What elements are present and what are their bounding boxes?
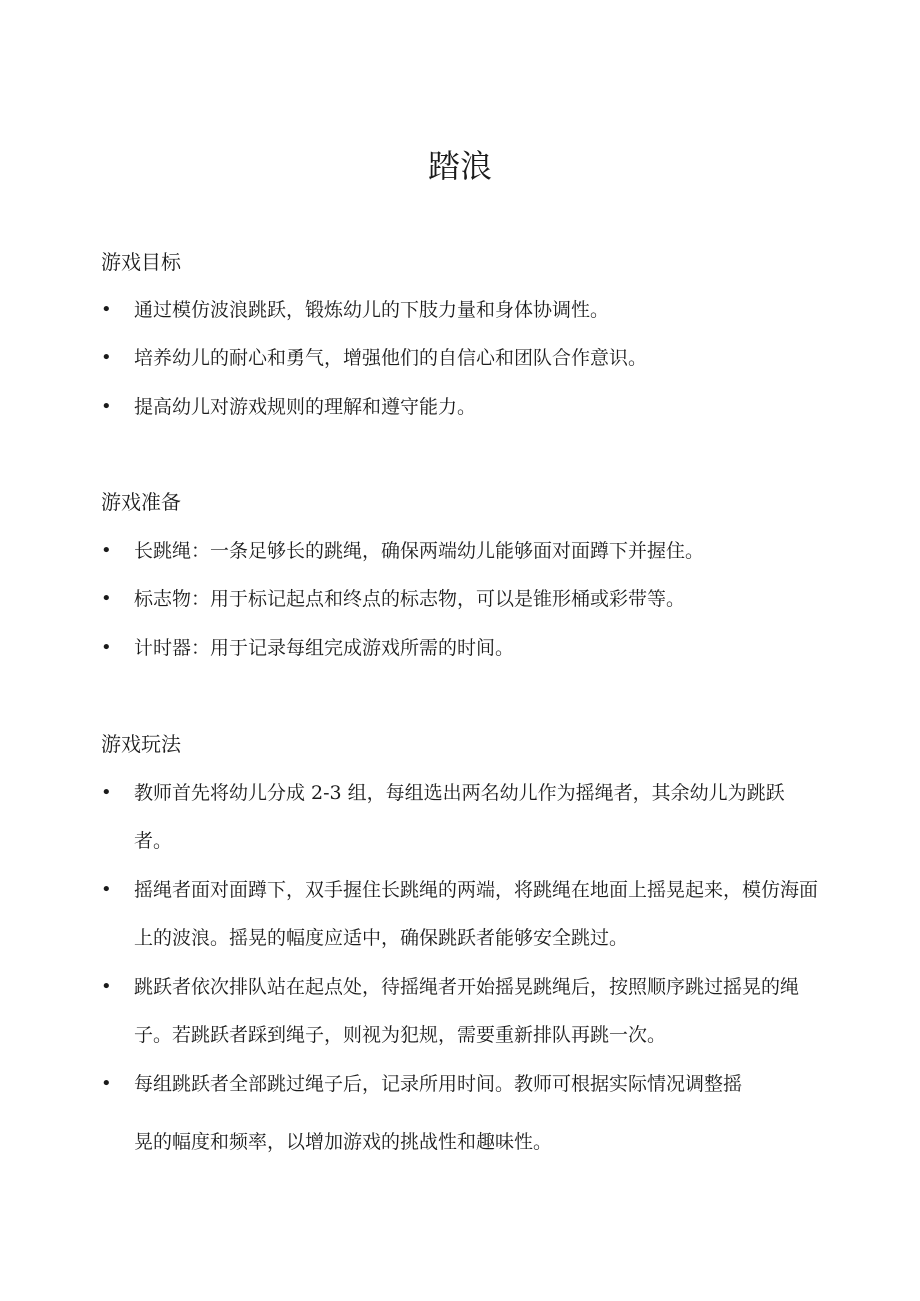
list-item-text: 长跳绳：一条足够长的跳绳，确保两端幼儿能够面对面蹲下并握住。 [134, 540, 705, 562]
page-title: 踏浪 [427, 147, 492, 185]
list-item-text: 教师首先将幼儿分成 2-3 组，每组选出两名幼儿作为摇绳者，其余幼儿为跳跃者。 [134, 782, 785, 852]
list-item-text: 培养幼儿的耐心和勇气，增强他们的自信心和团队合作意识。 [134, 347, 648, 369]
section-heading-goals: 游戏目标 [101, 250, 181, 274]
list-item-text: 跳跃者依次排队站在起点处，待摇绳者开始摇晃跳绳后，按照顺序跳过摇晃的绳子。若跳跃者踩到绳子，则视为犯规，需要重新排队再跳一次。 [134, 976, 800, 1046]
list-item-text: 通过模仿波浪跳跃，锻炼幼儿的下肢力量和身体协调性。 [134, 299, 610, 321]
bullet-icon: • [101, 1073, 112, 1094]
list-item-continuation: 晃的幅度和频率，以增加游戏的挑战性和趣味性。 [134, 1131, 553, 1153]
bullet-icon: • [101, 637, 112, 658]
bullet-icon: • [101, 396, 112, 417]
bullet-icon: • [101, 782, 112, 803]
list-item-text: 提高幼儿对游戏规则的理解和遵守能力。 [134, 396, 477, 418]
list-item-text: 计时器：用于记录每组完成游戏所需的时间。 [134, 637, 515, 659]
section-heading-gameplay: 游戏玩法 [101, 732, 181, 756]
section-heading-preparation: 游戏准备 [101, 490, 181, 514]
list-item-text: 每组跳跃者全部跳过绳子后，记录所用时间。教师可根据实际情况调整摇 [134, 1073, 743, 1095]
bullet-icon: • [101, 347, 112, 368]
bullet-icon: • [101, 540, 112, 561]
list-item-text: 标志物：用于标记起点和终点的标志物，可以是锥形桶或彩带等。 [134, 588, 686, 610]
bullet-icon: • [101, 588, 112, 609]
bullet-icon: • [101, 976, 112, 997]
list-item-text: 摇绳者面对面蹲下，双手握住长跳绳的两端，将跳绳在地面上摇晃起来，模仿海面上的波浪。摇晃的幅度应适中，确保跳跃者能够安全跳过。 [134, 879, 819, 949]
bullet-icon: • [101, 299, 112, 320]
bullet-icon: • [101, 879, 112, 900]
